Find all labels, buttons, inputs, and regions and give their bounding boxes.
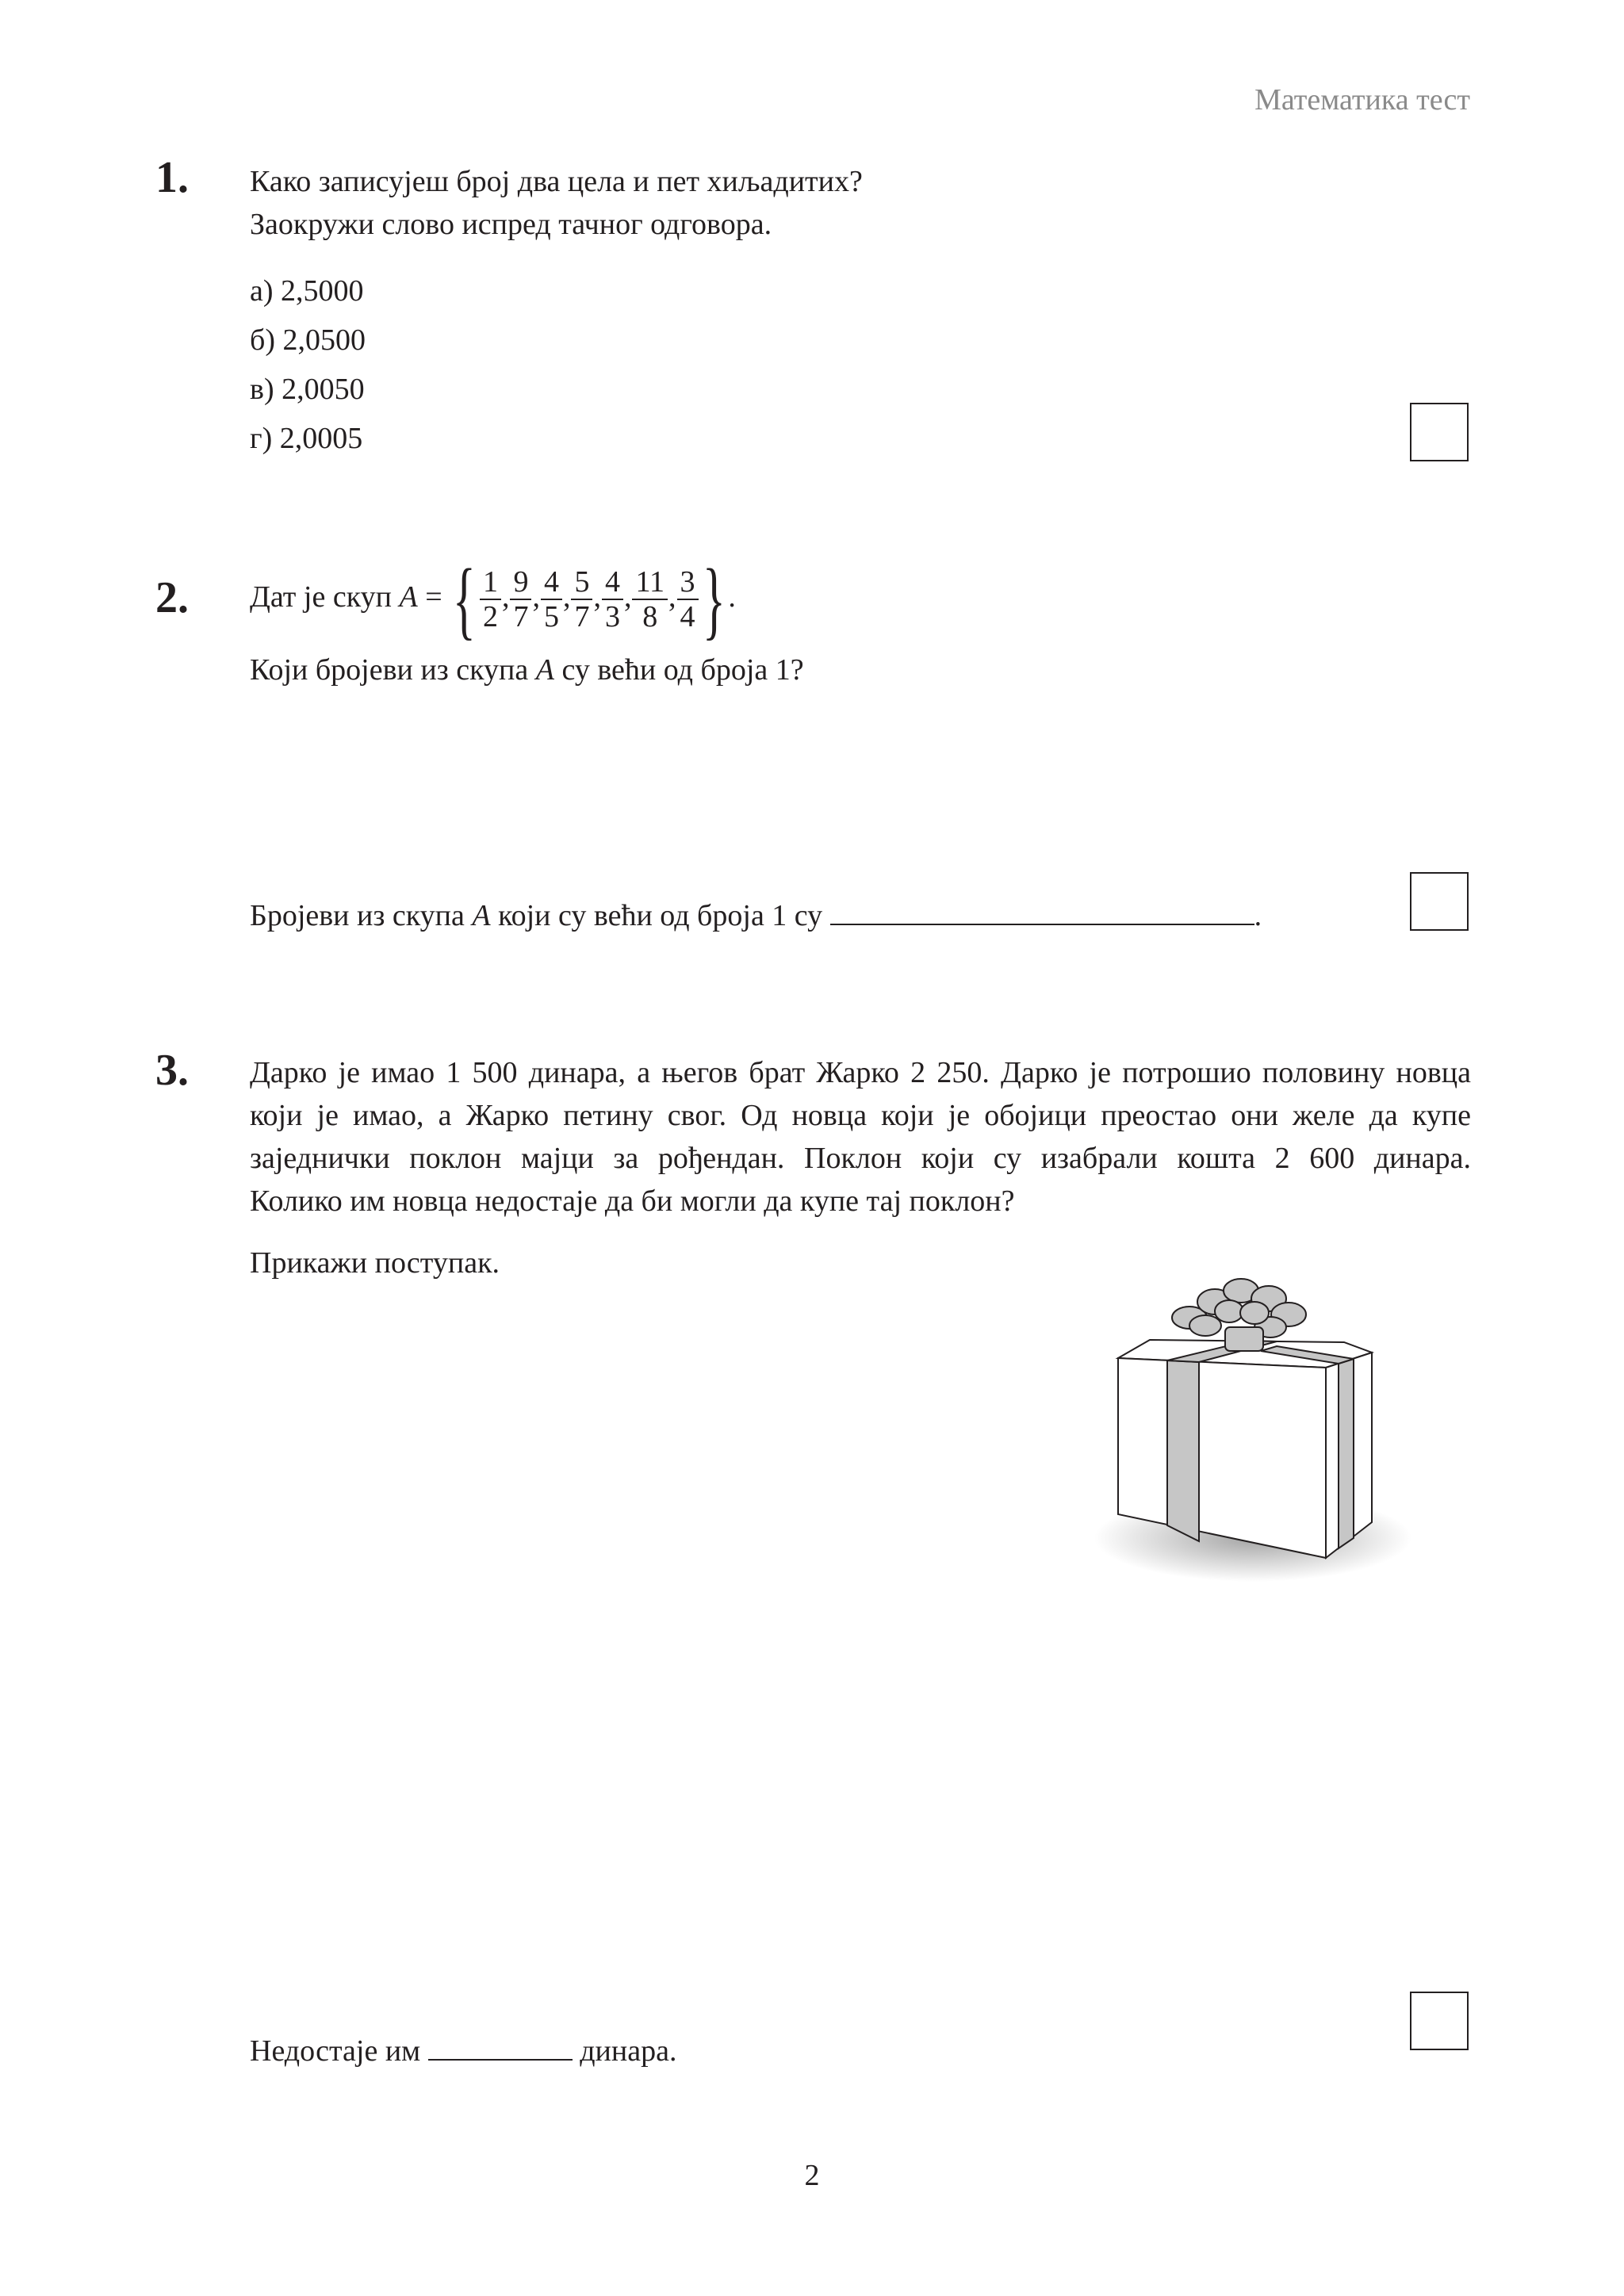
fraction: $\frac{11}{8}$ — [632, 565, 668, 633]
question-1-number: 1. — [155, 153, 189, 202]
question-1-text — [250, 160, 863, 246]
question-1-line-2: Заокружи слово испред тачног одговора. — [250, 208, 772, 241]
gift-box-image — [1078, 1276, 1411, 1625]
question-3-instruction: Прикажи поступак. — [250, 1246, 500, 1280]
left-brace-icon: { — [453, 551, 477, 649]
option-c[interactable]: в) 2,0050 — [250, 373, 365, 406]
set-prefix: Дат је скуп — [250, 580, 400, 614]
page-number: 2 — [804, 2159, 820, 2192]
set-equals: = — [417, 580, 450, 614]
option-d[interactable]: г) 2,0005 — [250, 422, 363, 455]
answer-blank-3[interactable] — [428, 2035, 573, 2061]
page-header: Математика тест — [1254, 83, 1470, 117]
fraction: $\frac{4}{5}$ — [541, 565, 562, 633]
score-box-2[interactable] — [1410, 872, 1469, 931]
option-b[interactable]: б) 2,0500 — [250, 323, 366, 357]
fraction: $\frac{4}{3}$ — [602, 565, 623, 633]
question-3-line-4: Колико им новца недостаје да би могли да купе тај поклон? — [250, 1184, 1015, 1218]
fraction: $\frac{1}{2}$ — [480, 565, 501, 633]
right-brace-icon: } — [702, 551, 726, 649]
score-box-3[interactable] — [1410, 1992, 1469, 2050]
question-1-line-1: Како записујеш број два цела и пет хиљадитих? — [250, 165, 863, 198]
score-box-1[interactable] — [1410, 403, 1469, 461]
question-3-line-3: заједнички поклон мајци за рођендан. Поклон који су изабрали кошта 2 600 динара. — [250, 1142, 1471, 1175]
set-suffix: . — [728, 580, 736, 614]
answer-blank-2[interactable] — [830, 900, 1254, 925]
question-2-set-definition: Дат је скуп A = { $\frac{1}{2}$ , $\frac{9}{7}$ , $\frac{4}{5}$ , $\frac{5}{7}$ , $\frac{4}{3}$ , $\frac{11}{8}$ , $\frac{3}{4}$ } . — [250, 551, 736, 649]
question-2-number: 2. — [155, 573, 189, 622]
question-3-line-1: Дарко је имао 1 500 динара, а његов брат Жарко 2 250. Дарко је потрошио половину новца — [250, 1056, 1471, 1089]
option-a[interactable]: а) 2,5000 — [250, 274, 364, 308]
question-2-answer-line: Бројеви из скупа A који су већи од броја 1 су . — [250, 899, 1262, 932]
question-3-text — [250, 1051, 1471, 1223]
set-variable: A — [399, 580, 418, 614]
fraction: $\frac{3}{4}$ — [677, 565, 699, 633]
question-3-answer-line: Недостаје им динара. — [250, 2034, 677, 2068]
question-3-line-2: који је имао, а Жарко петину свог. Од новца који је обојици преостао они желе да купе — [250, 1099, 1471, 1132]
fraction: $\frac{9}{7}$ — [510, 565, 531, 633]
fraction: $\frac{5}{7}$ — [571, 565, 592, 633]
question-3-number: 3. — [155, 1046, 189, 1095]
question-2-question: Који бројеви из скупа A су већи од броја 1? — [250, 653, 804, 687]
